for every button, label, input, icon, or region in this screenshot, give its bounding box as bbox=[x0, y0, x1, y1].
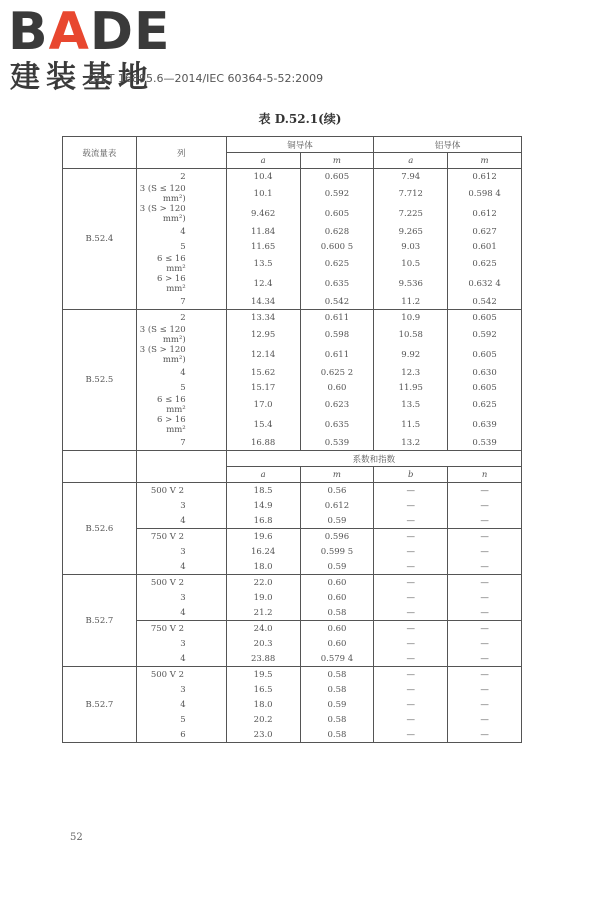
row-column: 2 bbox=[136, 169, 226, 185]
n-value: — bbox=[448, 682, 522, 697]
cu-a-value: 10.4 bbox=[226, 169, 300, 185]
header-al-a: a bbox=[374, 153, 448, 169]
al-a-value: 9.536 bbox=[374, 274, 448, 294]
al-m-value: 0.542 bbox=[448, 294, 522, 310]
current-capacity-table bbox=[62, 136, 522, 743]
logo-wordmark bbox=[8, 2, 171, 62]
logo-letter-b: B bbox=[8, 2, 49, 62]
a-value: 16.5 bbox=[226, 682, 300, 697]
cu-a-value: 11.65 bbox=[226, 239, 300, 254]
al-m-value: 0.612 bbox=[448, 169, 522, 185]
logo-letter-a: A bbox=[48, 2, 90, 62]
row-column: 4 bbox=[136, 651, 226, 667]
cu-m-value: 0.625 bbox=[300, 254, 374, 274]
header-table: 载流量表 bbox=[63, 137, 137, 169]
b-value: — bbox=[374, 575, 448, 591]
a-value: 19.5 bbox=[226, 667, 300, 683]
m-value: 0.59 bbox=[300, 697, 374, 712]
al-a-value: 11.2 bbox=[374, 294, 448, 310]
header-a: a bbox=[226, 467, 300, 483]
a-value: 23.0 bbox=[226, 727, 300, 743]
m-value: 0.60 bbox=[300, 575, 374, 591]
b-value: — bbox=[374, 667, 448, 683]
header-al-m: m bbox=[448, 153, 522, 169]
n-value: — bbox=[448, 651, 522, 667]
cu-a-value: 9.462 bbox=[226, 204, 300, 224]
b-value: — bbox=[374, 513, 448, 529]
row-column: 4 bbox=[136, 513, 226, 529]
row-table-label: B.52.7 bbox=[63, 667, 137, 743]
al-m-value: 0.627 bbox=[448, 224, 522, 239]
row-column: 6 > 16 mm² bbox=[136, 415, 226, 435]
m-value: 0.60 bbox=[300, 621, 374, 637]
cu-a-value: 12.14 bbox=[226, 345, 300, 365]
al-m-value: 0.605 bbox=[448, 310, 522, 326]
al-a-value: 9.03 bbox=[374, 239, 448, 254]
logo-letters-de: DE bbox=[89, 2, 171, 62]
b-value: — bbox=[374, 712, 448, 727]
header-row bbox=[63, 137, 522, 153]
cu-a-value: 14.34 bbox=[226, 294, 300, 310]
coef-blank-table bbox=[63, 451, 137, 483]
al-m-value: 0.630 bbox=[448, 365, 522, 380]
a-value: 23.88 bbox=[226, 651, 300, 667]
al-a-value: 11.95 bbox=[374, 380, 448, 395]
cu-m-value: 0.635 bbox=[300, 274, 374, 294]
a-value: 14.9 bbox=[226, 498, 300, 513]
al-m-value: 0.625 bbox=[448, 395, 522, 415]
al-m-value: 0.625 bbox=[448, 254, 522, 274]
logo-subtitle: 建装基地 bbox=[10, 60, 154, 95]
row-table-label: B.52.6 bbox=[63, 483, 137, 575]
n-value: — bbox=[448, 483, 522, 499]
row-column: 3 bbox=[136, 682, 226, 697]
al-m-value: 0.598 4 bbox=[448, 184, 522, 204]
n-value: — bbox=[448, 559, 522, 575]
table-row bbox=[63, 483, 522, 499]
m-value: 0.599 5 bbox=[300, 544, 374, 559]
b-value: — bbox=[374, 544, 448, 559]
al-m-value: 0.592 bbox=[448, 325, 522, 345]
header-cu-a: a bbox=[226, 153, 300, 169]
cu-a-value: 11.84 bbox=[226, 224, 300, 239]
b-value: — bbox=[374, 483, 448, 499]
n-value: — bbox=[448, 605, 522, 621]
cu-m-value: 0.60 bbox=[300, 380, 374, 395]
row-column: 3 bbox=[136, 498, 226, 513]
row-column: 5 bbox=[136, 380, 226, 395]
row-column: 500 V 2 bbox=[136, 575, 226, 591]
coef-header-row bbox=[63, 451, 522, 467]
row-column: 500 V 2 bbox=[136, 483, 226, 499]
row-column: 3 (S > 120 mm²) bbox=[136, 345, 226, 365]
b-value: — bbox=[374, 529, 448, 545]
cu-a-value: 17.0 bbox=[226, 395, 300, 415]
m-value: 0.59 bbox=[300, 513, 374, 529]
row-column: 750 V 2 bbox=[136, 621, 226, 637]
m-value: 0.58 bbox=[300, 682, 374, 697]
cu-m-value: 0.592 bbox=[300, 184, 374, 204]
m-value: 0.612 bbox=[300, 498, 374, 513]
al-a-value: 13.2 bbox=[374, 435, 448, 451]
table-row bbox=[63, 169, 522, 185]
row-column: 6 ≤ 16 mm² bbox=[136, 254, 226, 274]
table-row bbox=[63, 667, 522, 683]
m-value: 0.58 bbox=[300, 712, 374, 727]
row-column: 6 ≤ 16 mm² bbox=[136, 395, 226, 415]
al-m-value: 0.605 bbox=[448, 345, 522, 365]
header-copper: 铜导体 bbox=[226, 137, 374, 153]
a-value: 18.0 bbox=[226, 559, 300, 575]
b-value: — bbox=[374, 697, 448, 712]
m-value: 0.56 bbox=[300, 483, 374, 499]
row-column: 3 (S ≤ 120 mm²) bbox=[136, 184, 226, 204]
row-column: 4 bbox=[136, 365, 226, 380]
row-column: 4 bbox=[136, 559, 226, 575]
al-a-value: 7.225 bbox=[374, 204, 448, 224]
row-column: 4 bbox=[136, 697, 226, 712]
n-value: — bbox=[448, 513, 522, 529]
row-column: 6 bbox=[136, 727, 226, 743]
row-column: 5 bbox=[136, 712, 226, 727]
cu-m-value: 0.598 bbox=[300, 325, 374, 345]
m-value: 0.596 bbox=[300, 529, 374, 545]
al-a-value: 10.58 bbox=[374, 325, 448, 345]
row-column: 750 V 2 bbox=[136, 529, 226, 545]
a-value: 19.0 bbox=[226, 590, 300, 605]
cu-a-value: 15.4 bbox=[226, 415, 300, 435]
a-value: 16.24 bbox=[226, 544, 300, 559]
n-value: — bbox=[448, 590, 522, 605]
cu-m-value: 0.542 bbox=[300, 294, 374, 310]
cu-a-value: 12.95 bbox=[226, 325, 300, 345]
a-value: 16.8 bbox=[226, 513, 300, 529]
b-value: — bbox=[374, 621, 448, 637]
a-value: 21.2 bbox=[226, 605, 300, 621]
a-value: 24.0 bbox=[226, 621, 300, 637]
al-a-value: 12.3 bbox=[374, 365, 448, 380]
m-value: 0.579 4 bbox=[300, 651, 374, 667]
a-value: 20.3 bbox=[226, 636, 300, 651]
al-m-value: 0.605 bbox=[448, 380, 522, 395]
row-column: 7 bbox=[136, 435, 226, 451]
m-value: 0.60 bbox=[300, 590, 374, 605]
row-column: 7 bbox=[136, 294, 226, 310]
m-value: 0.58 bbox=[300, 667, 374, 683]
cu-a-value: 10.1 bbox=[226, 184, 300, 204]
b-value: — bbox=[374, 727, 448, 743]
cu-m-value: 0.539 bbox=[300, 435, 374, 451]
cu-a-value: 12.4 bbox=[226, 274, 300, 294]
header-coef: 系数和指数 bbox=[226, 451, 521, 467]
header-m: m bbox=[300, 467, 374, 483]
row-column: 500 V 2 bbox=[136, 667, 226, 683]
table-title: 表 D.52.1(续) bbox=[258, 112, 342, 126]
row-column: 5 bbox=[136, 239, 226, 254]
n-value: — bbox=[448, 712, 522, 727]
b-value: — bbox=[374, 636, 448, 651]
al-a-value: 7.712 bbox=[374, 184, 448, 204]
a-value: 18.0 bbox=[226, 697, 300, 712]
row-table-label: B.52.5 bbox=[63, 310, 137, 451]
row-column: 2 bbox=[136, 310, 226, 326]
al-m-value: 0.632 4 bbox=[448, 274, 522, 294]
b-value: — bbox=[374, 605, 448, 621]
cu-a-value: 16.88 bbox=[226, 435, 300, 451]
n-value: — bbox=[448, 697, 522, 712]
row-column: 4 bbox=[136, 605, 226, 621]
b-value: — bbox=[374, 559, 448, 575]
row-table-label: B.52.4 bbox=[63, 169, 137, 310]
cu-m-value: 0.600 5 bbox=[300, 239, 374, 254]
al-a-value: 10.5 bbox=[374, 254, 448, 274]
m-value: 0.58 bbox=[300, 605, 374, 621]
al-m-value: 0.601 bbox=[448, 239, 522, 254]
cu-m-value: 0.623 bbox=[300, 395, 374, 415]
a-value: 19.6 bbox=[226, 529, 300, 545]
cu-a-value: 13.5 bbox=[226, 254, 300, 274]
b-value: — bbox=[374, 590, 448, 605]
cu-a-value: 15.17 bbox=[226, 380, 300, 395]
cu-a-value: 15.62 bbox=[226, 365, 300, 380]
row-column: 3 (S > 120 mm²) bbox=[136, 204, 226, 224]
al-a-value: 7.94 bbox=[374, 169, 448, 185]
coef-blank-column bbox=[136, 451, 226, 483]
header-cu-m: m bbox=[300, 153, 374, 169]
cu-m-value: 0.611 bbox=[300, 310, 374, 326]
b-value: — bbox=[374, 682, 448, 697]
a-value: 18.5 bbox=[226, 483, 300, 499]
n-value: — bbox=[448, 544, 522, 559]
table-row bbox=[63, 310, 522, 326]
n-value: — bbox=[448, 575, 522, 591]
standard-header: GB/T 16895.6—2014/IEC 60364-5-52:2009 bbox=[88, 72, 324, 85]
cu-m-value: 0.625 2 bbox=[300, 365, 374, 380]
al-a-value: 10.9 bbox=[374, 310, 448, 326]
al-a-value: 9.265 bbox=[374, 224, 448, 239]
al-a-value: 13.5 bbox=[374, 395, 448, 415]
row-column: 3 bbox=[136, 636, 226, 651]
cu-m-value: 0.605 bbox=[300, 169, 374, 185]
row-column: 4 bbox=[136, 224, 226, 239]
m-value: 0.59 bbox=[300, 559, 374, 575]
n-value: — bbox=[448, 498, 522, 513]
n-value: — bbox=[448, 636, 522, 651]
header-column: 列 bbox=[136, 137, 226, 169]
cu-m-value: 0.605 bbox=[300, 204, 374, 224]
m-value: 0.60 bbox=[300, 636, 374, 651]
row-column: 3 bbox=[136, 590, 226, 605]
header-n: n bbox=[448, 467, 522, 483]
al-m-value: 0.539 bbox=[448, 435, 522, 451]
row-table-label: B.52.7 bbox=[63, 575, 137, 667]
header-b: b bbox=[374, 467, 448, 483]
header-aluminum: 铝导体 bbox=[374, 137, 522, 153]
m-value: 0.58 bbox=[300, 727, 374, 743]
n-value: — bbox=[448, 667, 522, 683]
n-value: — bbox=[448, 727, 522, 743]
a-value: 20.2 bbox=[226, 712, 300, 727]
al-m-value: 0.639 bbox=[448, 415, 522, 435]
al-m-value: 0.612 bbox=[448, 204, 522, 224]
cu-a-value: 13.34 bbox=[226, 310, 300, 326]
n-value: — bbox=[448, 621, 522, 637]
al-a-value: 11.5 bbox=[374, 415, 448, 435]
row-column: 3 (S ≤ 120 mm²) bbox=[136, 325, 226, 345]
a-value: 22.0 bbox=[226, 575, 300, 591]
cu-m-value: 0.611 bbox=[300, 345, 374, 365]
row-column: 6 > 16 mm² bbox=[136, 274, 226, 294]
n-value: — bbox=[448, 529, 522, 545]
table-row bbox=[63, 575, 522, 591]
page-number: 52 bbox=[70, 832, 83, 843]
row-column: 3 bbox=[136, 544, 226, 559]
al-a-value: 9.92 bbox=[374, 345, 448, 365]
cu-m-value: 0.628 bbox=[300, 224, 374, 239]
cu-m-value: 0.635 bbox=[300, 415, 374, 435]
b-value: — bbox=[374, 651, 448, 667]
b-value: — bbox=[374, 498, 448, 513]
